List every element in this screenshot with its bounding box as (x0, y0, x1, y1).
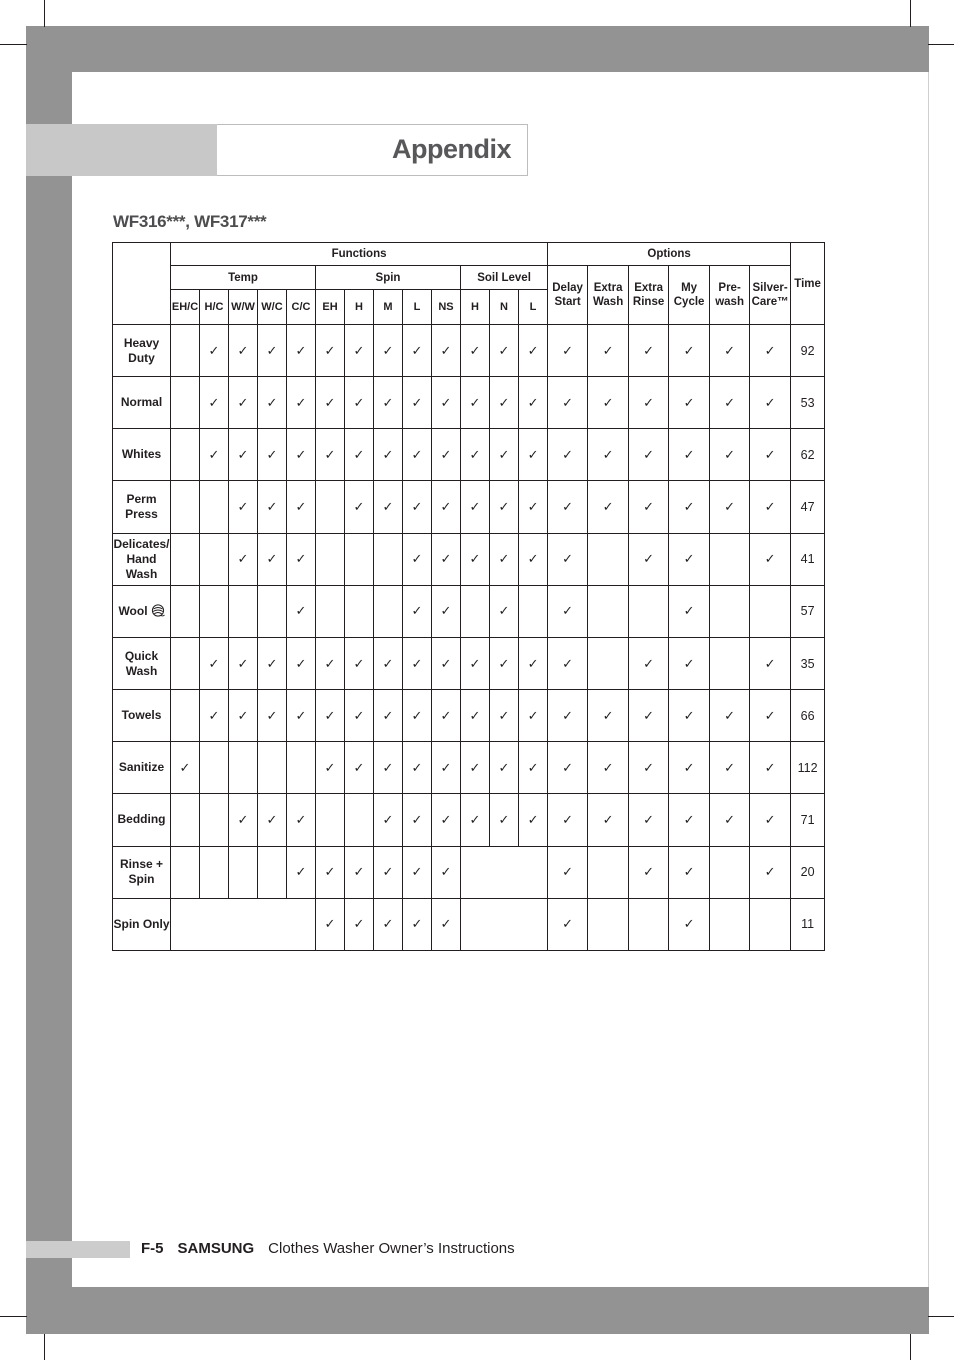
table-row (113, 325, 825, 377)
check-mark: ✓ (750, 794, 791, 846)
check-mark: ✓ (588, 794, 629, 846)
footer-description: Clothes Washer Owner’s Instructions (268, 1240, 515, 1257)
header-banner-tab (26, 124, 217, 176)
check-mark: ✓ (374, 637, 403, 689)
merged-temp-cell (171, 898, 316, 950)
table-row (113, 742, 825, 794)
merged-soil-cell (461, 846, 548, 898)
soil-col-n: N (490, 290, 519, 325)
check-mark: ✓ (229, 377, 258, 429)
empty-cell (171, 794, 200, 846)
empty-cell (461, 585, 490, 637)
empty-cell (345, 794, 374, 846)
check-mark: ✓ (287, 325, 316, 377)
option-header-delay-start: Delay Start (548, 266, 588, 325)
cycle-time: 71 (791, 794, 825, 846)
check-mark: ✓ (229, 794, 258, 846)
empty-cell (588, 533, 629, 585)
empty-cell (171, 481, 200, 533)
check-mark: ✓ (374, 690, 403, 742)
check-mark: ✓ (403, 637, 432, 689)
check-mark: ✓ (403, 898, 432, 950)
check-mark: ✓ (258, 325, 287, 377)
empty-cell (258, 846, 287, 898)
check-mark: ✓ (490, 377, 519, 429)
check-mark: ✓ (750, 690, 791, 742)
empty-cell (629, 585, 669, 637)
empty-cell (345, 533, 374, 585)
check-mark: ✓ (229, 533, 258, 585)
check-mark: ✓ (669, 637, 710, 689)
check-mark: ✓ (490, 742, 519, 794)
empty-cell (200, 585, 229, 637)
check-mark: ✓ (710, 742, 750, 794)
check-mark: ✓ (316, 690, 345, 742)
spin-group-header: Spin (316, 266, 461, 290)
check-mark: ✓ (669, 325, 710, 377)
soil-col-h: H (461, 290, 490, 325)
cycle-name: Bedding (113, 794, 171, 846)
table-row (113, 637, 825, 689)
check-mark: ✓ (374, 898, 403, 950)
table-row (113, 585, 825, 637)
check-mark: ✓ (403, 429, 432, 481)
soil-col-l: L (519, 290, 548, 325)
check-mark: ✓ (461, 325, 490, 377)
spin-col-h: H (345, 290, 374, 325)
check-mark: ✓ (629, 846, 669, 898)
check-mark: ✓ (345, 637, 374, 689)
check-mark: ✓ (588, 429, 629, 481)
check-mark: ✓ (629, 377, 669, 429)
table-row (113, 481, 825, 533)
check-mark: ✓ (490, 585, 519, 637)
check-mark: ✓ (258, 377, 287, 429)
check-mark: ✓ (548, 898, 588, 950)
check-mark: ✓ (519, 742, 548, 794)
empty-cell (710, 898, 750, 950)
check-mark: ✓ (171, 742, 200, 794)
check-mark: ✓ (750, 325, 791, 377)
cycle-name: Perm Press (113, 481, 171, 533)
option-header-prewash: Pre- wash (710, 266, 750, 325)
footer-tab (26, 1241, 130, 1258)
check-mark: ✓ (403, 794, 432, 846)
check-mark: ✓ (461, 690, 490, 742)
cycle-name: Wool (113, 585, 171, 637)
wool-icon (151, 604, 165, 617)
check-mark: ✓ (287, 637, 316, 689)
check-mark: ✓ (461, 481, 490, 533)
check-mark: ✓ (588, 377, 629, 429)
check-mark: ✓ (519, 794, 548, 846)
brand-name: SAMSUNG (177, 1240, 255, 1257)
check-mark: ✓ (287, 429, 316, 481)
check-mark: ✓ (629, 533, 669, 585)
cycle-name: Spin Only (113, 898, 171, 950)
check-mark: ✓ (490, 481, 519, 533)
check-mark: ✓ (490, 325, 519, 377)
check-mark: ✓ (258, 533, 287, 585)
page-frame-left (26, 26, 72, 1334)
check-mark: ✓ (548, 585, 588, 637)
page-number: F-5 (141, 1240, 164, 1257)
empty-cell (171, 637, 200, 689)
check-mark: ✓ (519, 690, 548, 742)
empty-cell (374, 533, 403, 585)
table-row (113, 794, 825, 846)
check-mark: ✓ (461, 637, 490, 689)
empty-cell (710, 637, 750, 689)
check-mark: ✓ (258, 481, 287, 533)
check-mark: ✓ (548, 325, 588, 377)
cycle-time: 62 (791, 429, 825, 481)
temp-col-c-c: C/C (287, 290, 316, 325)
check-mark: ✓ (432, 585, 461, 637)
check-mark: ✓ (490, 794, 519, 846)
empty-cell (171, 690, 200, 742)
check-mark: ✓ (432, 481, 461, 533)
empty-cell (200, 533, 229, 585)
option-header-my-cycle: My Cycle (669, 266, 710, 325)
temp-col-w-c: W/C (258, 290, 287, 325)
check-mark: ✓ (548, 637, 588, 689)
check-mark: ✓ (548, 533, 588, 585)
check-mark: ✓ (345, 481, 374, 533)
check-mark: ✓ (432, 794, 461, 846)
check-mark: ✓ (461, 742, 490, 794)
cycle-name: Delicates/ Hand Wash (113, 533, 171, 585)
check-mark: ✓ (548, 846, 588, 898)
check-mark: ✓ (287, 846, 316, 898)
cycle-time: 66 (791, 690, 825, 742)
check-mark: ✓ (432, 742, 461, 794)
check-mark: ✓ (316, 637, 345, 689)
check-mark: ✓ (345, 690, 374, 742)
empty-cell (258, 742, 287, 794)
empty-cell (171, 533, 200, 585)
check-mark: ✓ (519, 481, 548, 533)
check-mark: ✓ (432, 377, 461, 429)
check-mark: ✓ (669, 533, 710, 585)
check-mark: ✓ (345, 429, 374, 481)
check-mark: ✓ (374, 481, 403, 533)
page-frame-bottom (26, 1287, 929, 1334)
empty-cell (316, 533, 345, 585)
empty-cell (316, 794, 345, 846)
check-mark: ✓ (432, 325, 461, 377)
check-mark: ✓ (316, 429, 345, 481)
cycle-time: 20 (791, 846, 825, 898)
check-mark: ✓ (374, 846, 403, 898)
table-row (113, 377, 825, 429)
check-mark: ✓ (200, 377, 229, 429)
check-mark: ✓ (490, 637, 519, 689)
cycle-name: Whites (113, 429, 171, 481)
check-mark: ✓ (750, 533, 791, 585)
empty-cell (750, 898, 791, 950)
check-mark: ✓ (345, 325, 374, 377)
check-mark: ✓ (461, 429, 490, 481)
check-mark: ✓ (432, 533, 461, 585)
check-mark: ✓ (750, 742, 791, 794)
check-mark: ✓ (588, 325, 629, 377)
check-mark: ✓ (669, 429, 710, 481)
check-mark: ✓ (519, 533, 548, 585)
check-mark: ✓ (629, 429, 669, 481)
check-mark: ✓ (287, 481, 316, 533)
check-mark: ✓ (461, 377, 490, 429)
check-mark: ✓ (519, 637, 548, 689)
check-mark: ✓ (519, 429, 548, 481)
cycle-time: 112 (791, 742, 825, 794)
header-banner (217, 124, 528, 176)
check-mark: ✓ (316, 742, 345, 794)
cycle-name: Normal (113, 377, 171, 429)
empty-cell (710, 585, 750, 637)
check-mark: ✓ (403, 585, 432, 637)
check-mark: ✓ (403, 325, 432, 377)
check-mark: ✓ (229, 325, 258, 377)
table-row (113, 533, 825, 585)
cycle-time: 92 (791, 325, 825, 377)
option-header-extra-rinse: Extra Rinse (629, 266, 669, 325)
temp-col-eh-c: EH/C (171, 290, 200, 325)
empty-cell (710, 533, 750, 585)
check-mark: ✓ (669, 794, 710, 846)
spin-col-l: L (403, 290, 432, 325)
empty-cell (588, 898, 629, 950)
check-mark: ✓ (548, 429, 588, 481)
check-mark: ✓ (548, 742, 588, 794)
empty-cell (200, 481, 229, 533)
check-mark: ✓ (374, 742, 403, 794)
check-mark: ✓ (229, 690, 258, 742)
empty-cell (229, 742, 258, 794)
check-mark: ✓ (432, 846, 461, 898)
check-mark: ✓ (750, 429, 791, 481)
cycle-name: Sanitize (113, 742, 171, 794)
check-mark: ✓ (432, 898, 461, 950)
check-mark: ✓ (200, 325, 229, 377)
check-mark: ✓ (588, 690, 629, 742)
functions-header: Functions (171, 243, 548, 266)
check-mark: ✓ (629, 742, 669, 794)
check-mark: ✓ (490, 533, 519, 585)
empty-cell (629, 898, 669, 950)
empty-cell (171, 325, 200, 377)
check-mark: ✓ (374, 325, 403, 377)
check-mark: ✓ (229, 429, 258, 481)
model-heading: WF316***, WF317*** (113, 212, 267, 231)
options-header: Options (548, 243, 791, 266)
check-mark: ✓ (403, 742, 432, 794)
empty-cell (588, 846, 629, 898)
check-mark: ✓ (548, 794, 588, 846)
cycle-name: Rinse + Spin (113, 846, 171, 898)
check-mark: ✓ (710, 481, 750, 533)
check-mark: ✓ (490, 429, 519, 481)
empty-cell (287, 742, 316, 794)
check-mark: ✓ (229, 637, 258, 689)
check-mark: ✓ (461, 533, 490, 585)
empty-cell (200, 846, 229, 898)
cycle-name: Towels (113, 690, 171, 742)
empty-cell (316, 585, 345, 637)
check-mark: ✓ (200, 429, 229, 481)
check-mark: ✓ (403, 690, 432, 742)
spin-col-ns: NS (432, 290, 461, 325)
empty-cell (200, 742, 229, 794)
check-mark: ✓ (403, 846, 432, 898)
empty-cell (200, 794, 229, 846)
empty-cell (374, 585, 403, 637)
empty-cell (710, 846, 750, 898)
check-mark: ✓ (403, 533, 432, 585)
spin-col-eh: EH (316, 290, 345, 325)
empty-cell (750, 585, 791, 637)
check-mark: ✓ (519, 325, 548, 377)
check-mark: ✓ (669, 377, 710, 429)
check-mark: ✓ (200, 637, 229, 689)
table-corner-cell (113, 243, 171, 325)
time-header: Time (791, 243, 825, 325)
cycle-time: 57 (791, 585, 825, 637)
check-mark: ✓ (710, 429, 750, 481)
check-mark: ✓ (629, 325, 669, 377)
check-mark: ✓ (629, 794, 669, 846)
check-mark: ✓ (669, 846, 710, 898)
check-mark: ✓ (316, 377, 345, 429)
empty-cell (171, 846, 200, 898)
temp-col-w-w: W/W (229, 290, 258, 325)
check-mark: ✓ (461, 794, 490, 846)
check-mark: ✓ (710, 794, 750, 846)
cycle-time: 11 (791, 898, 825, 950)
check-mark: ✓ (345, 846, 374, 898)
check-mark: ✓ (316, 898, 345, 950)
merged-soil-cell (461, 898, 548, 950)
empty-cell (171, 377, 200, 429)
check-mark: ✓ (669, 690, 710, 742)
check-mark: ✓ (710, 325, 750, 377)
check-mark: ✓ (710, 690, 750, 742)
cycle-time: 47 (791, 481, 825, 533)
check-mark: ✓ (548, 690, 588, 742)
table-row (113, 846, 825, 898)
check-mark: ✓ (316, 325, 345, 377)
check-mark: ✓ (432, 690, 461, 742)
check-mark: ✓ (287, 585, 316, 637)
empty-cell (258, 585, 287, 637)
table-row (113, 898, 825, 950)
check-mark: ✓ (287, 377, 316, 429)
check-mark: ✓ (629, 637, 669, 689)
footer (141, 1240, 515, 1257)
empty-cell (316, 481, 345, 533)
check-mark: ✓ (490, 690, 519, 742)
check-mark: ✓ (374, 377, 403, 429)
cycle-options-table (112, 242, 825, 951)
cycle-rows (113, 325, 825, 951)
check-mark: ✓ (200, 690, 229, 742)
check-mark: ✓ (669, 481, 710, 533)
option-header-extra-wash: Extra Wash (588, 266, 629, 325)
check-mark: ✓ (258, 690, 287, 742)
empty-cell (171, 585, 200, 637)
empty-cell (588, 585, 629, 637)
check-mark: ✓ (229, 481, 258, 533)
check-mark: ✓ (629, 690, 669, 742)
empty-cell (229, 585, 258, 637)
check-mark: ✓ (750, 377, 791, 429)
cycle-name: Heavy Duty (113, 325, 171, 377)
check-mark: ✓ (669, 742, 710, 794)
check-mark: ✓ (316, 846, 345, 898)
empty-cell (345, 585, 374, 637)
page-title: Appendix (391, 134, 511, 164)
check-mark: ✓ (669, 585, 710, 637)
cycle-time: 35 (791, 637, 825, 689)
check-mark: ✓ (750, 637, 791, 689)
table-row (113, 429, 825, 481)
empty-cell (588, 637, 629, 689)
check-mark: ✓ (588, 481, 629, 533)
check-mark: ✓ (258, 794, 287, 846)
empty-cell (519, 585, 548, 637)
check-mark: ✓ (374, 429, 403, 481)
check-mark: ✓ (374, 794, 403, 846)
check-mark: ✓ (403, 377, 432, 429)
check-mark: ✓ (669, 898, 710, 950)
cycle-time: 41 (791, 533, 825, 585)
cycle-time: 53 (791, 377, 825, 429)
check-mark: ✓ (258, 637, 287, 689)
check-mark: ✓ (432, 429, 461, 481)
spin-col-m: M (374, 290, 403, 325)
check-mark: ✓ (258, 429, 287, 481)
check-mark: ✓ (345, 377, 374, 429)
check-mark: ✓ (519, 377, 548, 429)
temp-group-header: Temp (171, 266, 316, 290)
check-mark: ✓ (287, 690, 316, 742)
check-mark: ✓ (432, 637, 461, 689)
check-mark: ✓ (287, 533, 316, 585)
page-frame-top (26, 26, 929, 72)
check-mark: ✓ (403, 481, 432, 533)
table-row (113, 690, 825, 742)
check-mark: ✓ (345, 742, 374, 794)
check-mark: ✓ (629, 481, 669, 533)
check-mark: ✓ (750, 481, 791, 533)
soil-level-group-header: Soil Level (461, 266, 548, 290)
check-mark: ✓ (548, 377, 588, 429)
check-mark: ✓ (287, 794, 316, 846)
check-mark: ✓ (710, 377, 750, 429)
empty-cell (229, 846, 258, 898)
page-frame-right-line (928, 72, 929, 1287)
check-mark: ✓ (548, 481, 588, 533)
check-mark: ✓ (588, 742, 629, 794)
check-mark: ✓ (750, 846, 791, 898)
empty-cell (171, 429, 200, 481)
temp-col-h-c: H/C (200, 290, 229, 325)
option-header-silver-care: Silver- Care™ (750, 266, 791, 325)
check-mark: ✓ (345, 898, 374, 950)
cycle-name: Quick Wash (113, 637, 171, 689)
